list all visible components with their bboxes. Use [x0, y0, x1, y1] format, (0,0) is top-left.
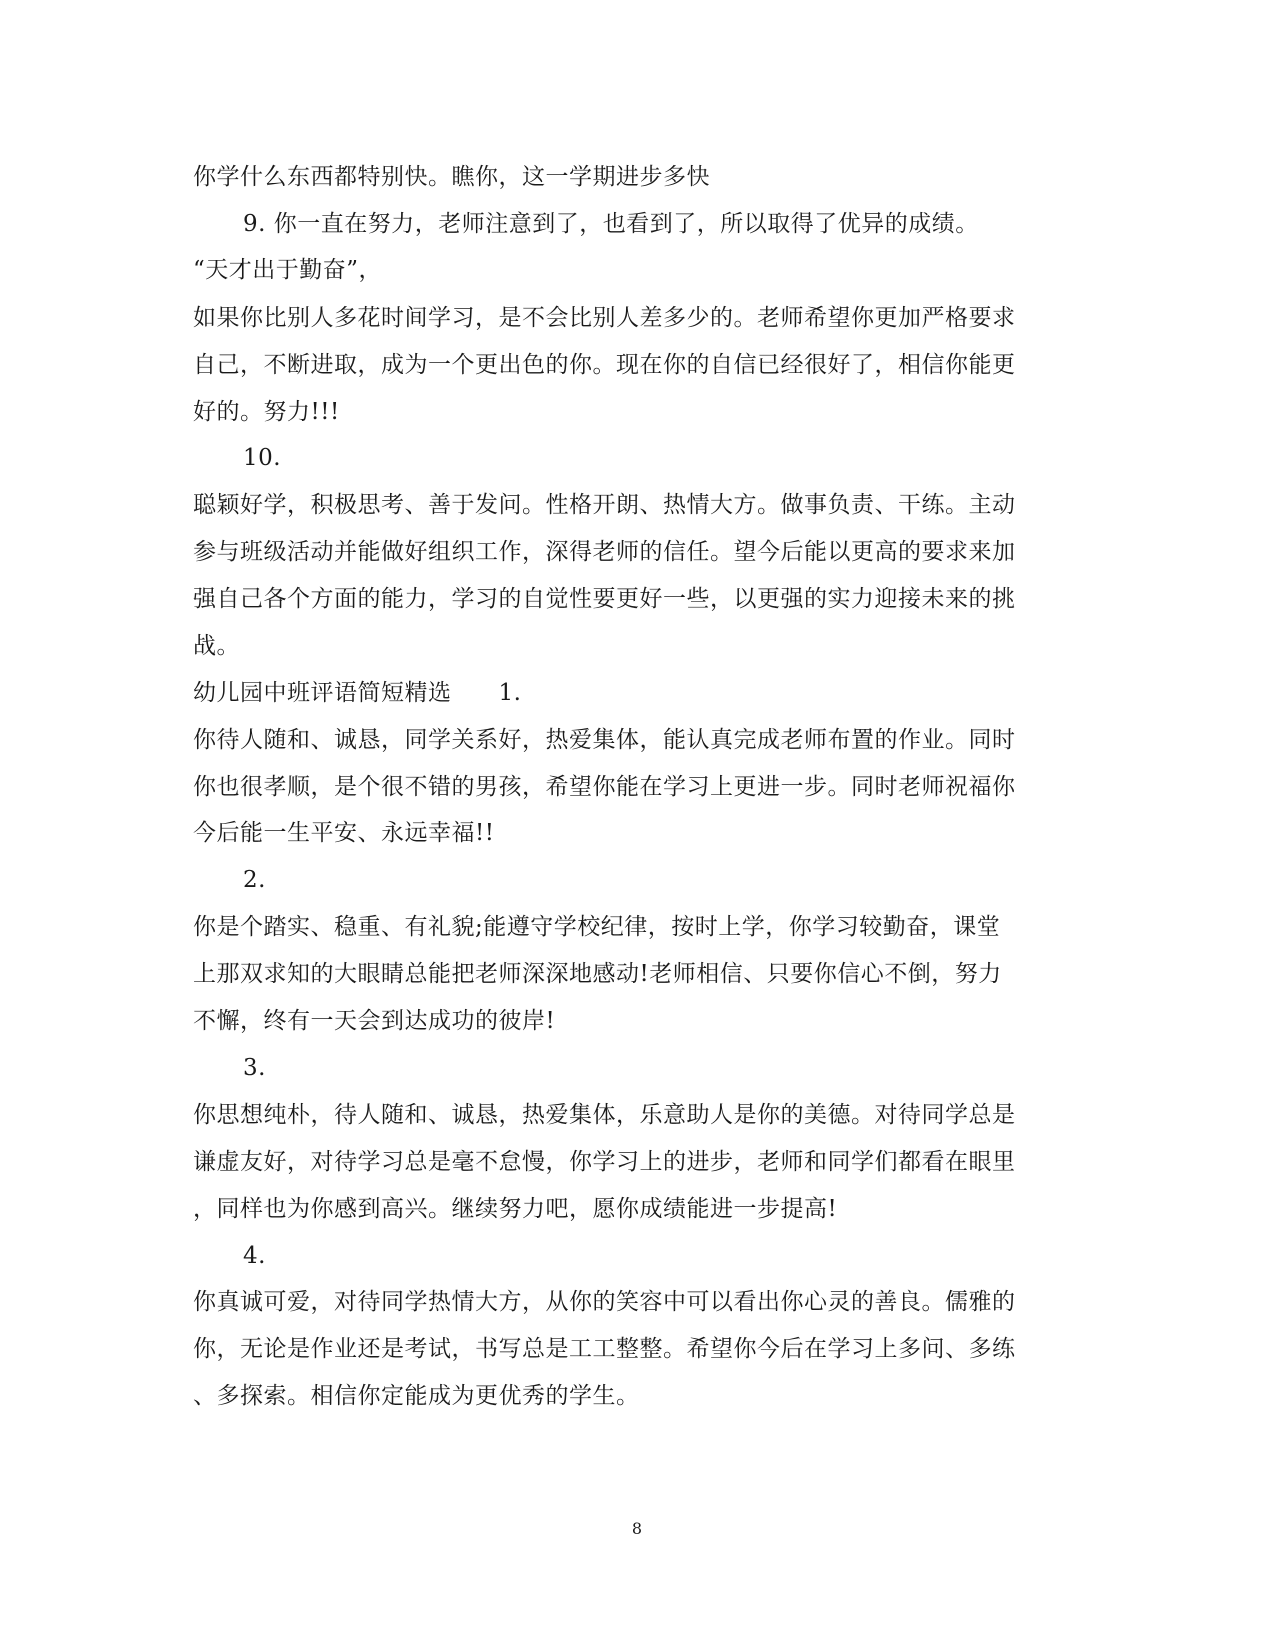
text-line: 上那双求知的大眼睛总能把老师深深地感动!老师相信、只要你信心不倒，努力: [193, 961, 1002, 987]
text-line: 你是个踏实、稳重、有礼貌;能遵守学校纪律，按时上学，你学习较勤奋，课堂: [193, 914, 1001, 940]
text-line: 4.: [243, 1243, 266, 1269]
text-line: 你，无论是作业还是考试，书写总是工工整整。希望你今后在学习上多问、多练: [193, 1336, 1016, 1362]
text-line: ，同样也为你感到高兴。继续努力吧，愿你成绩能进一步提高!: [193, 1196, 838, 1222]
text-line: 聪颖好学，积极思考、善于发问。性格开朗、热情大方。做事负责、干练。主动: [193, 492, 1016, 518]
text-line: 你学什么东西都特别快。瞧你，这一学期进步多快: [193, 164, 710, 190]
text-line: 今后能一生平安、永远幸福!!: [193, 820, 495, 846]
text-line: 你真诚可爱，对待同学热情大方，从你的笑容中可以看出你心灵的善良。儒雅的: [193, 1289, 1016, 1315]
text-line: 你思想纯朴，待人随和、诚恳，热爱集体，乐意助人是你的美德。对待同学总是: [193, 1102, 1016, 1128]
text-line: 参与班级活动并能做好组织工作，深得老师的信任。望今后能以更高的要求来加: [193, 539, 1016, 565]
text-line: 2.: [243, 867, 266, 893]
text-line: 3.: [243, 1055, 266, 1081]
text-line: 谦虚友好，对待学习总是毫不怠慢，你学习上的进步，老师和同学们都看在眼里: [193, 1149, 1016, 1175]
text-line: 10.: [243, 445, 282, 471]
text-line: 自己，不断进取，成为一个更出色的你。现在你的自信已经很好了，相信你能更: [193, 352, 1016, 378]
page-number: 8: [631, 1519, 643, 1538]
text-line: 不懈，终有一天会到达成功的彼岸!: [193, 1008, 556, 1034]
text-line: “天才出于勤奋”，: [193, 257, 383, 283]
text-line: 好的。努力!!!: [193, 399, 340, 425]
text-line: 战。: [193, 633, 240, 659]
text-line: 、多探索。相信你定能成为更优秀的学生。: [193, 1383, 640, 1409]
text-line: 你待人随和、诚恳，同学关系好，热爱集体，能认真完成老师布置的作业。同时: [193, 727, 1016, 753]
text-line: 强自己各个方面的能力，学习的自觉性要更好一些，以更强的实力迎接未来的挑: [193, 586, 1016, 612]
text-line: 如果你比别人多花时间学习，是不会比别人差多少的。老师希望你更加严格要求: [193, 305, 1016, 331]
text-line: 你也很孝顺，是个很不错的男孩，希望你能在学习上更进一步。同时老师祝福你: [193, 774, 1016, 800]
section-heading: 幼儿园中班评语简短精选 1.: [193, 680, 522, 706]
text-line: 9. 你一直在努力，老师注意到了，也看到了，所以取得了优异的成绩。: [243, 211, 979, 237]
